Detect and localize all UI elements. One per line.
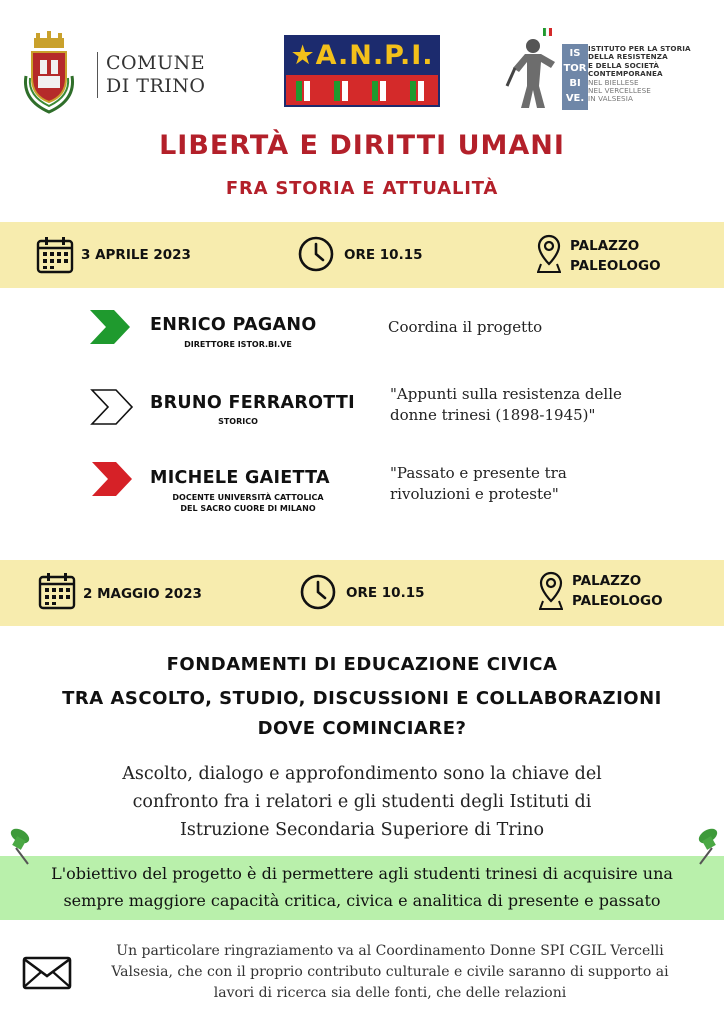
anpi-logo [284, 35, 440, 107]
calendar-icon [38, 572, 76, 610]
chevron-right-icon [90, 389, 134, 425]
partisan-statue-icon [503, 28, 561, 112]
istor-box-line: TOR [563, 63, 587, 74]
speaker2-desc-line2: donne trinesi (1898-1945)" [390, 406, 596, 424]
thanks-line1: Un particolare ringraziamento va al Coordinamento Donne SPI CGIL Vercelli [116, 943, 664, 959]
goal-text [0, 860, 724, 914]
istor-box-line: VE. [565, 93, 585, 104]
location-pin-icon [537, 234, 561, 274]
event1-time: ORE 10.15 [344, 247, 423, 263]
comune-name [106, 52, 205, 98]
push-pin-icon [696, 826, 724, 866]
event2-info-bar [0, 560, 724, 626]
speaker1-role: DIRETTORE ISTOR.BI.VE [184, 340, 292, 349]
speaker2-name: BRUNO FERRAROTTI [150, 393, 355, 413]
comune-line1: COMUNE [106, 52, 206, 74]
civica-paragraph [40, 760, 684, 844]
speaker3-role-line2: DEL SACRO CUORE DI MILANO [180, 504, 316, 513]
speaker2-role: STORICO [218, 417, 258, 426]
event2-place-line1: PALAZZO [572, 573, 642, 589]
istor-description [588, 45, 691, 104]
thanks-line3: lavori di ricerca sia delle fonti, che delle relazioni [213, 985, 567, 1001]
istor-line: NEL BIELLESE [588, 77, 639, 87]
speaker1-name: ENRICO PAGANO [150, 315, 317, 335]
event1-date: 3 APRILE 2023 [81, 247, 191, 263]
chevron-right-icon [90, 461, 134, 497]
istor-box-line: BI [569, 78, 581, 89]
calendar-icon [36, 236, 74, 274]
speaker3-desc-line2: rivoluzioni e proteste" [390, 485, 559, 503]
goal-line1: L'obiettivo del progetto è di permettere agli studenti trinesi di acquisire una [51, 864, 673, 883]
civica-para-line2: confronto fra i relatori e gli studenti degli Istituti di [132, 792, 592, 812]
speaker3-description [390, 463, 567, 505]
speaker3-desc-line1: "Passato e presente tra [390, 464, 567, 482]
anpi-label: ★A.N.P.I. [286, 37, 438, 75]
event1-place [570, 236, 661, 276]
event2-place [572, 571, 663, 611]
comune-line2: DI TRINO [106, 75, 206, 97]
istor-line: IN VALSESIA [588, 94, 633, 104]
push-pin-icon [4, 826, 32, 866]
event2-time: ORE 10.15 [346, 585, 425, 601]
istor-line: ISTITUTO PER LA STORIA [588, 44, 691, 53]
istor-bi-ve-box [562, 44, 588, 110]
chevron-right-icon [88, 309, 132, 345]
istor-line: NEL VERCELLESE [588, 86, 651, 96]
thanks-line2: Valsesia, che con il proprio contributo culturale e civile saranno di supporto ai [111, 964, 669, 980]
event1-info-bar [0, 222, 724, 288]
clock-icon [300, 574, 336, 610]
speaker2-desc-line1: "Appunti sulla resistenza delle [390, 385, 622, 403]
main-title: LIBERTÀ E DIRITTI UMANI [159, 130, 565, 161]
comune-divider [97, 52, 98, 98]
civica-heading-2: TRA ASCOLTO, STUDIO, DISCUSSIONI E COLLABORAZIONI [62, 688, 662, 709]
location-pin-icon [539, 571, 563, 611]
event2-place-line2: PALEOLOGO [572, 593, 663, 609]
civica-heading-1: FONDAMENTI DI EDUCAZIONE CIVICA [166, 654, 558, 675]
sub-title: FRA STORIA E ATTUALITÀ [225, 178, 499, 199]
istor-box-line: IS [569, 48, 581, 59]
istor-line: CONTEMPORANEA [588, 69, 663, 79]
speaker3-role-line1: DOCENTE UNIVERSITÀ CATTOLICA [172, 493, 324, 502]
istor-line: E DELLA SOCIETÀ [588, 60, 660, 70]
event1-place-line2: PALEOLOGO [570, 258, 661, 274]
anpi-flag-band [286, 75, 438, 105]
civica-para-line1: Ascolto, dialogo e approfondimento sono la chiave del [122, 764, 602, 784]
istor-line: DELLA RESISTENZA [588, 52, 668, 62]
goal-line2: sempre maggiore capacità critica, civica e analitica di presente e passato [63, 891, 661, 910]
thanks-text [88, 941, 692, 1004]
event2-date: 2 MAGGIO 2023 [83, 586, 202, 602]
speaker3-name: MICHELE GAIETTA [150, 468, 330, 488]
speaker1-description: Coordina il progetto [388, 318, 543, 336]
speaker2-description [390, 384, 622, 426]
event1-place-line1: PALAZZO [570, 238, 640, 254]
clock-icon [298, 236, 334, 272]
civica-heading-3: DOVE COMINCIARE? [257, 718, 467, 739]
envelope-icon [22, 956, 72, 990]
civica-para-line3: Istruzione Secondaria Superiore di Trino [179, 820, 545, 840]
speaker3-role [150, 492, 346, 514]
coat-of-arms-icon [20, 30, 78, 114]
goal-band [0, 856, 724, 920]
